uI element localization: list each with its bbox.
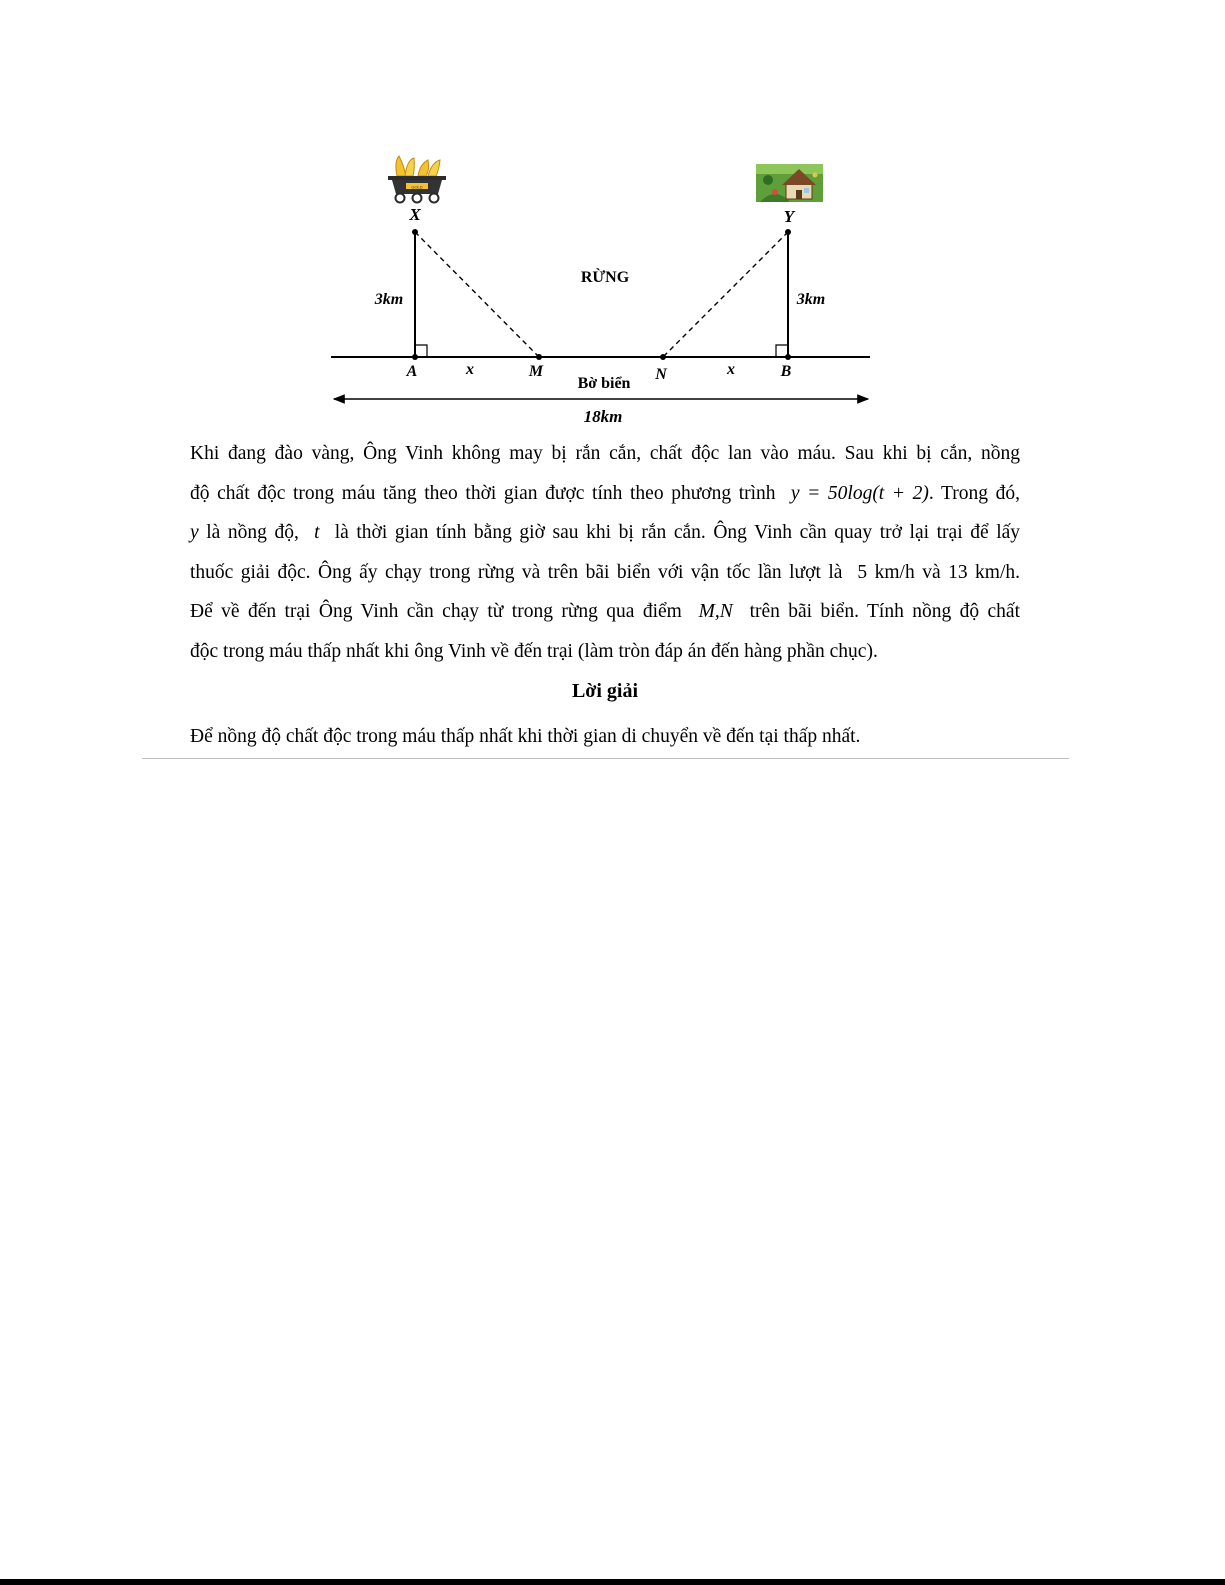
cart-label: GOLD: [411, 184, 423, 190]
var-t: t: [314, 522, 320, 543]
label-forest: RỪNG: [580, 269, 630, 286]
problem-line-2: độ chất độc trong máu tăng theo thời gian được tính theo phương trình y = 50log(t + 2). Trong đó,: [190, 482, 1021, 504]
point-x-dot: [412, 229, 418, 235]
point-m-dot: [536, 354, 542, 360]
problem-text: [190, 434, 1020, 671]
point-n-dot: [660, 354, 666, 360]
label-b: B: [780, 363, 792, 380]
points-mn: M,N: [698, 601, 733, 622]
speed-beach: 13 km/h.: [948, 561, 1021, 583]
solution-line-1: Để nồng độ chất độc trong máu thấp nhất khi thời gian di chuyển về đến tại thấp nhất.: [190, 726, 861, 747]
point-b-dot: [785, 354, 791, 360]
label-total: 18km: [583, 407, 623, 426]
label-a: A: [406, 363, 418, 380]
label-m: M: [528, 363, 544, 380]
label-x-left: x: [466, 361, 474, 378]
path-yn: [663, 232, 788, 357]
point-y-dot: [785, 229, 791, 235]
path-xm: [415, 232, 539, 357]
label-x-right: x: [727, 361, 735, 378]
problem-line-5: Để về đến trại Ông Vinh cần chạy từ trong rừng qua điểm M,N trên bãi biển. Tính nồng độ chất: [190, 601, 1020, 622]
var-y: y: [190, 522, 199, 543]
page-divider: [142, 758, 1069, 759]
label-n: N: [655, 366, 667, 383]
label-shore: Bờ biển: [577, 375, 631, 392]
solution-heading: Lời giải: [571, 680, 639, 702]
problem-line-3: y là nồng độ, t là thời gian tính bằng giờ sau khi bị rắn cắn. Ông Vinh cần quay trở lại trại để lấy: [190, 522, 1021, 543]
problem-line-1: Khi đang đào vàng, Ông Vinh không may bị rắn cắn, chất độc lan vào máu. Sau khi bị cắn, nồng: [190, 443, 1020, 464]
label-y: Y: [783, 207, 795, 226]
label-left-height: 3km: [374, 291, 404, 308]
speed-forest: 5 km/h: [857, 561, 915, 583]
problem-line-4: thuốc giải độc. Ông ấy chạy trong rừng và trên bãi biển với vận tốc lần lượt là 5 km/h và 13 km/h.: [190, 561, 1021, 583]
formula: y = 50log(t + 2): [790, 482, 929, 504]
bottom-edge-bar: [0, 1579, 1225, 1585]
geometry-diagram: [0, 0, 1225, 440]
point-a-dot: [412, 354, 418, 360]
gold-cart-icon: [388, 156, 446, 203]
problem-line-6: độc trong máu thấp nhất khi ông Vinh về đến trại (làm tròn đáp án đến hàng phần chục).: [190, 640, 878, 662]
label-x: X: [409, 205, 421, 224]
camp-house-icon: [756, 164, 823, 202]
label-right-height: 3km: [796, 291, 826, 308]
